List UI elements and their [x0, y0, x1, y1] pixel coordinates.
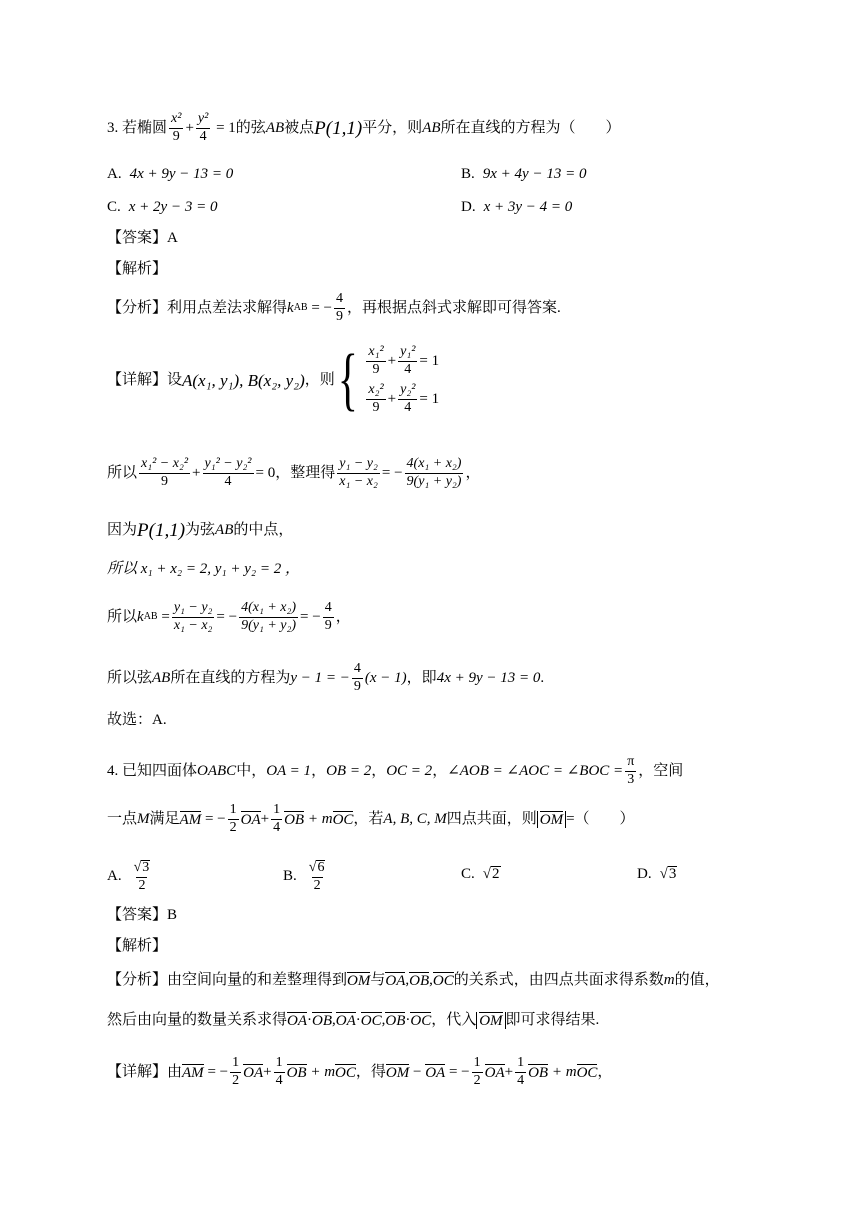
q3-slope-line: 所以 k AB = $\frac{\text{y₁ − y₂}}{\text{x₁ − x₂}}$ = − $\frac{\text{4(x₁ + x₂)}}{\text{9(y₁ + y₂)}}$ = − $\frac{4}{9}$ ，	[107, 600, 351, 633]
system-eq-2: $\frac{\text{x₂²}}{9}$ + $\frac{\text{y₂²}}{4}$ = 1	[368, 382, 440, 416]
q3-stem-prefix: 3. 若椭圆	[107, 119, 168, 136]
q4-detail: 【详解】由 AM = − $\frac{1}{2}$ OA + $\frac{1}{4}$ OB + m OC ，得 OM − OA = − $\frac{1}{2}$ OA + $\frac{1}{4}$ OB + m OC ，	[107, 1055, 613, 1088]
slope-fraction: $\frac{4}{9}$	[336, 291, 344, 324]
ellipse-y-term: $\frac{\text{y²}}{4}$	[197, 111, 209, 144]
q3-analysis-label: 【解析】	[107, 261, 168, 277]
q4-stem: 4. 已知四面体 OABC 中， OA = 1 ， OB = 2 ， OC = 2 ， ∠AOB = ∠AOC = ∠BOC = $\frac{\pi}{3}$ ，空间	[107, 754, 684, 787]
q3-fenxi: 【分析】利用点差法求解得 k AB = − $\frac{4}{9}$ ，再根据点斜式求解即可得答案.	[107, 291, 561, 324]
q3-subtract-line: 所以 $\frac{\text{x₁² − x₂²}}{9}$ + $\frac{\text{y₁² − y₂²}}{4}$ = 0 ，整理得 $\frac{\text{y₁ − y₂}}{\text{x₁ − x₂}}$ = − $\frac{\text{4(x₁ + x₂)}}{\text{9(y₁ + y₂)}}$ ，	[107, 456, 481, 489]
q3-stem-chord: 的弦	[235, 119, 266, 136]
q3-choice: 故选：A.	[107, 712, 167, 728]
q4-option-a: A. √ 3 2	[107, 860, 150, 893]
q4-fenxi-line2: 然后由向量的数量关系求得 OA · OB , OA · OC , OB · OC ，代入 OM 即可求得结果.	[107, 1012, 600, 1029]
q3-sum-line: 所以 x₁ + x₂ = 2, y₁ + y₂ = 2 ，	[107, 561, 300, 577]
equation-system	[364, 345, 439, 416]
system-eq-1: $\frac{\text{x₁²}}{9}$ + $\frac{\text{y₁²}}{4}$ = 1	[368, 344, 440, 377]
q3-option-c: C. x + 2y − 3 = 0	[107, 199, 218, 215]
om-magnitude: OM	[537, 811, 566, 828]
point-p: P(1,1)	[314, 117, 363, 139]
system-brace: {	[337, 341, 358, 419]
q3-stem: 3. 若椭圆 $\frac{\text{x²}}{9}$ + $\frac{\text{y²}}{4}$ = 1 的弦 AB 被点 P(1,1) 平分，则 AB 所在直线的方程为（ ）	[107, 111, 621, 144]
q4-option-c: C. √ 2	[461, 865, 500, 882]
q3-option-a: A. 4x + 9y − 13 = 0	[107, 166, 234, 182]
q4-stem-line2: 一点 M 满足 AM = − $\frac{1}{2}$ OA + $\frac{1}{4}$ OB + m OC ，若 A, B, C, M 四点共面，则 OM =（ ）	[107, 802, 635, 835]
q3-result-line: 所以弦 AB 所在直线的方程为 y − 1 = − $\frac{4}{9}$ (x − 1) ，即 4x + 9y − 13 = 0 .	[107, 661, 545, 694]
q3-detail: 【详解】设 A(x₁, y₁), B(x₂, y₂) ，则 { $\frac{\text{x₁²}}{9}$ + $\frac{\text{y₁²}}{4}$ = 1 $\frac{\text{x₂²}}{9}$ + $\frac{\text{y₂²}}{4}$ = 1	[107, 341, 440, 419]
q4-analysis-label: 【解析】	[107, 938, 168, 954]
ellipse-x-term: $\frac{\text{x²}}{9}$	[171, 111, 182, 144]
q4-option-b: B. √ 6 2	[283, 860, 325, 893]
q3-option-b: B. 9x + 4y − 13 = 0	[461, 166, 587, 182]
q4-fenxi-line1: 【分析】由空间向量的和差整理得到 OM 与 OA , OB , OC 的关系式，由四点共面求得系数 m 的值，	[107, 972, 720, 989]
q3-option-d: D. x + 3y − 4 = 0	[461, 199, 573, 215]
q3-midpoint-line: 因为 P(1,1) 为弦 AB 的中点，	[107, 520, 294, 541]
q3-answer: 【答案】A	[107, 230, 178, 246]
q4-answer: 【答案】B	[107, 907, 178, 923]
q4-option-d: D. √ 3	[637, 865, 677, 882]
